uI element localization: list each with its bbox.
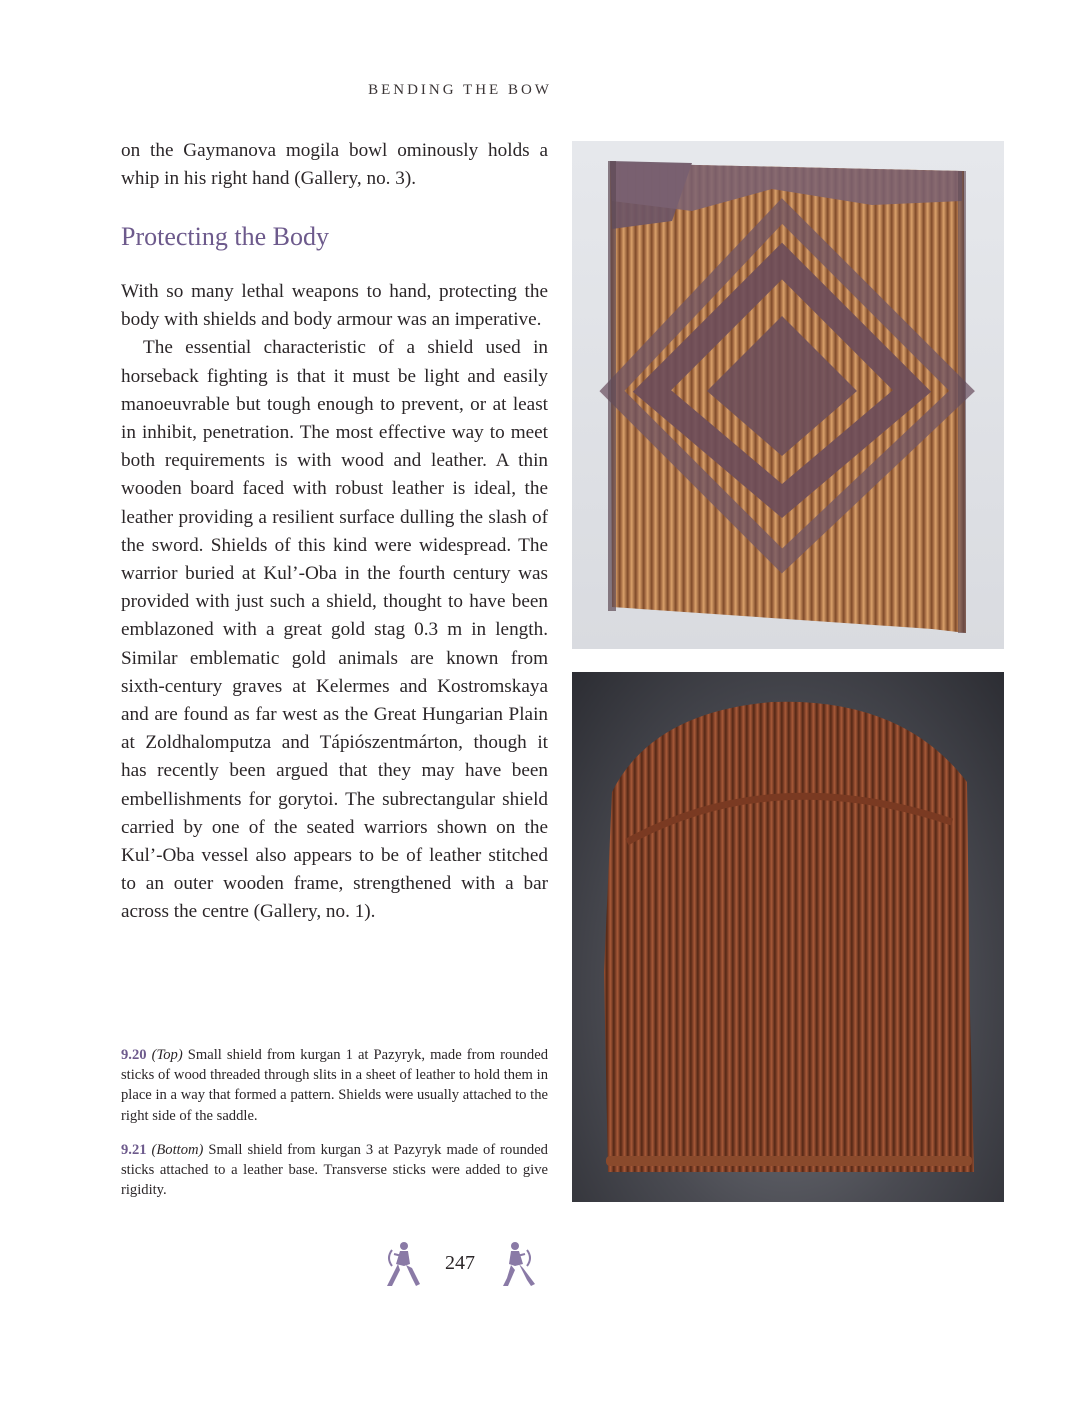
paragraph: The essential characteristic of a shield used in horseback fighting is that it must be light and easily manoeuvrable but tough enough to prevent, or at least in inhibit, penetration. The most effective way to meet both requirements is with wood and leather. A thin wooden board faced with robust leather is ideal, the leather providing a resilient surface dulling the slash of the sword. Shields of this kind were widespread. The warrior buried at Kul’-Oba in the fourth century was provided with just such a shield, thought to have been emblazoned with a great gold stag 0.3 m in length. Similar emblematic gold animals are known from sixth-century graves at Kelermes and Kostromskaya and are found as far west as the Great Hungarian Plain at Zoldhalomputza and Tápiószentmárton, though it has recently been argued that they may have been embellishments for gorytoi. The subrectangular shield carried by one of the seated warriors shown on the Kul’-Oba vessel also appears to be of leather stitched to an outer wooden frame, strengthened with a bar across the centre (Gallery, no. 1). bbox=[121, 337, 548, 923]
running-head: BENDING THE BOW bbox=[368, 82, 552, 98]
caption-number: 9.20 bbox=[121, 1047, 147, 1063]
paragraph: on the Gaymanova mogila bowl ominously holds a whip in his right hand (Gallery, no. 3). bbox=[121, 140, 548, 190]
shield-illustration-bottom bbox=[572, 672, 1004, 1202]
body-text bbox=[121, 278, 548, 927]
caption-position: (Top) bbox=[151, 1047, 183, 1063]
page-number: 247 bbox=[445, 1252, 475, 1274]
caption-number: 9.21 bbox=[121, 1141, 147, 1158]
intro-paragraph bbox=[121, 137, 548, 193]
paragraph: With so many lethal weapons to hand, protecting the body with shields and body armour was an imperative. bbox=[121, 281, 548, 331]
section-heading: Protecting the Body bbox=[121, 222, 329, 251]
page-footer bbox=[380, 1240, 540, 1290]
caption bbox=[121, 1140, 548, 1201]
archer-figure-icon bbox=[497, 1240, 537, 1288]
figure-captions bbox=[121, 1045, 548, 1214]
shield-photo-top bbox=[572, 141, 1004, 649]
caption-position: (Bottom) bbox=[151, 1141, 204, 1158]
shield-illustration-top bbox=[572, 141, 1004, 649]
caption-text: Small shield from kurgan 3 at Pazyryk made of rounded sticks attached to a leather base. Transverse sticks were added to give rigidity. bbox=[121, 1141, 548, 1199]
caption bbox=[121, 1045, 548, 1126]
archer-figure-icon bbox=[382, 1240, 422, 1288]
caption-text: Small shield from kurgan 1 at Pazyryk, made from rounded sticks of wood threaded through slits in a sheet of leather to hold them in place in a way that formed a pattern. Shields were usually attached to the right side of the saddle. bbox=[121, 1047, 549, 1124]
shield-photo-bottom bbox=[572, 672, 1004, 1202]
